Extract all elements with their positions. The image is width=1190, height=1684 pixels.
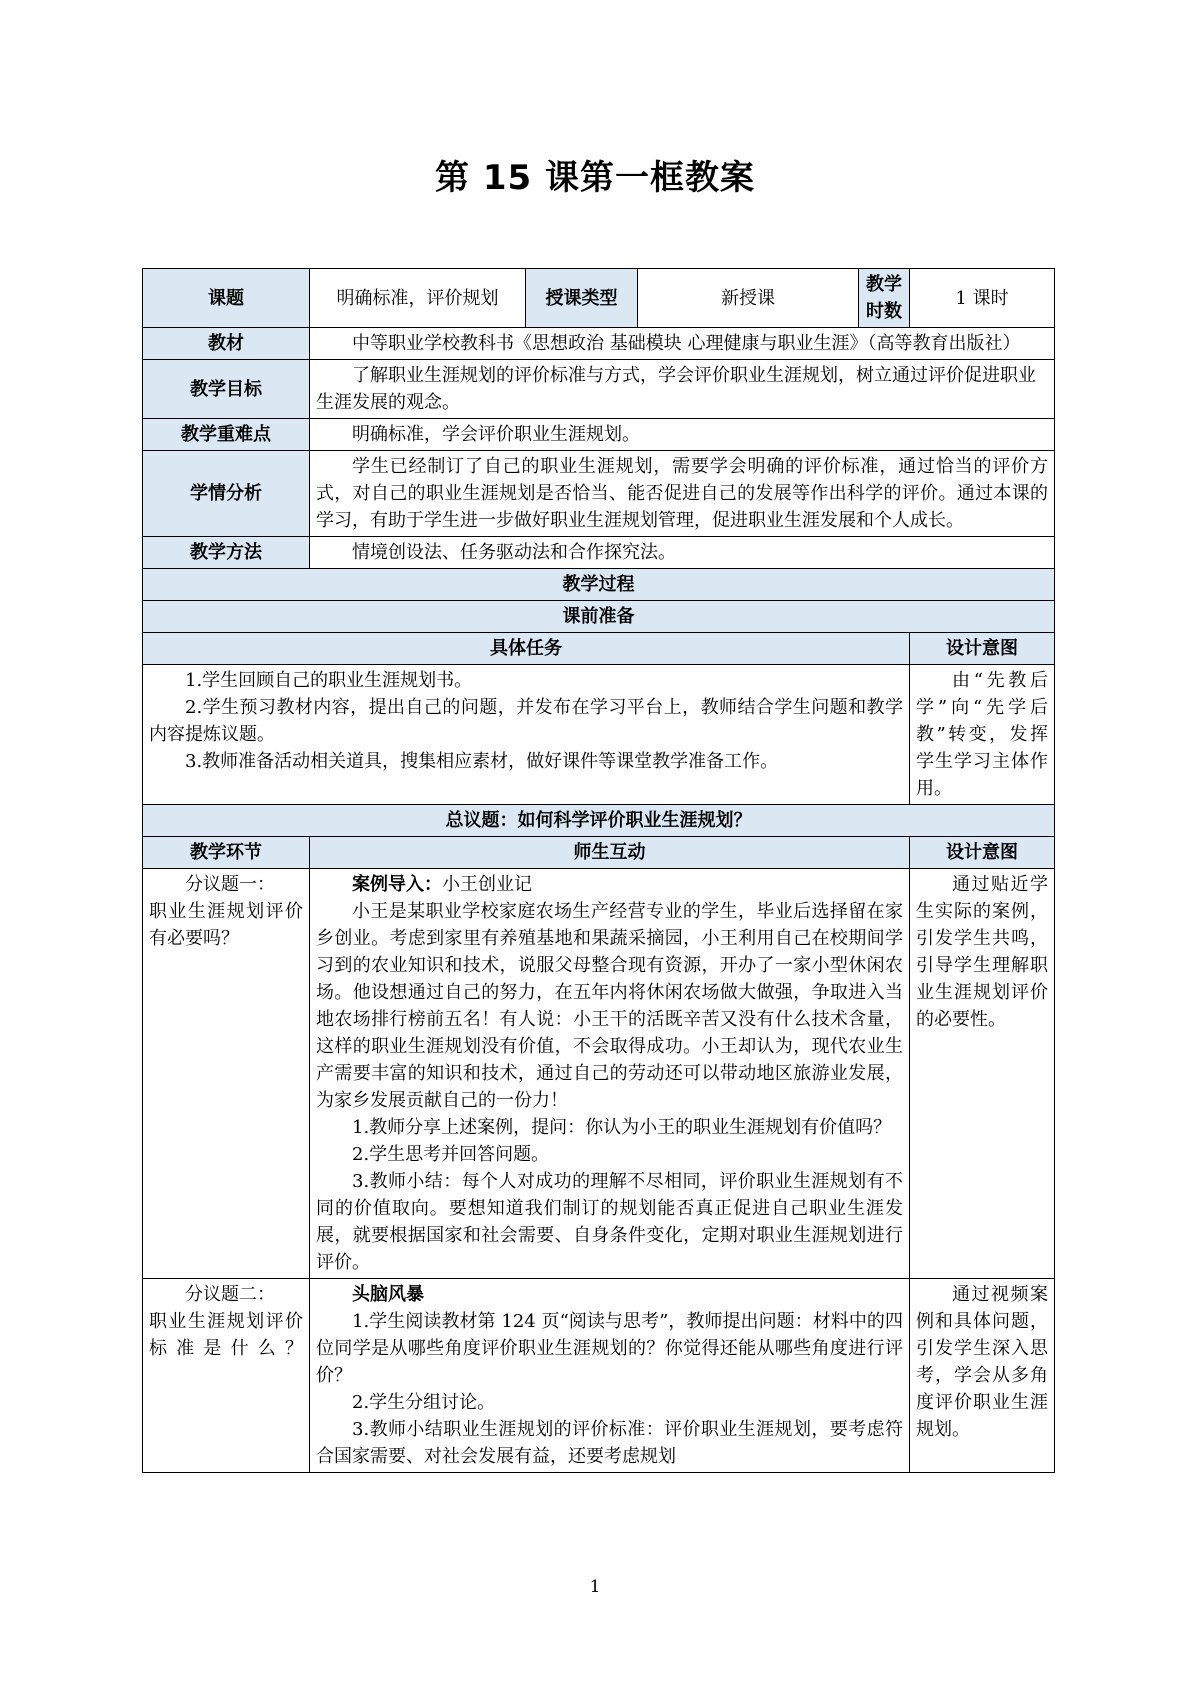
prep-heading: 课前准备: [143, 601, 1055, 633]
goal-label: 教学目标: [143, 360, 310, 419]
process-heading: 教学过程: [143, 569, 1055, 601]
interaction-paragraph: 2.学生思考并回答问题。: [352, 1144, 550, 1165]
material-label: 教材: [143, 328, 310, 360]
analysis-label: 学情分析: [143, 451, 310, 537]
material-row: [143, 328, 1055, 360]
sub-topic-2-question: 职业生涯规划评价标准是什么？: [149, 1311, 303, 1359]
goal-value: 了解职业生涯规划的评价标准与方式，学会评价职业生涯规划，树立通过评价促进职业生涯发展的观念。: [310, 360, 1055, 419]
task-item: 2.学生预习教材内容，提出自己的问题，并发布在学习平台上，教师结合学生问题和教学内容提炼议题。: [149, 697, 903, 745]
material-value: 中等职业学校教科书《思想政治 基础模块 心理健康与职业生涯》（高等教育出版社）: [310, 328, 1055, 360]
case-intro: [316, 871, 903, 898]
hours-value: 1 课时: [910, 269, 1055, 328]
topic-value: 明确标准，评价规划: [310, 269, 526, 328]
prep-heading-row: [143, 601, 1055, 633]
key-label: 教学重难点: [143, 419, 310, 451]
type-value: 新授课: [638, 269, 859, 328]
interaction-header: 师生互动: [310, 837, 910, 869]
method-value: 情境创设法、任务驱动法和合作探究法。: [310, 537, 1055, 569]
interaction-paragraph: 3.教师小结：每个人对成功的理解不尽相同，评价职业生涯规划有不同的价值取向。要想知道我们制订的规划能否真正促进自己职业生涯发展，就要根据国家和社会需要、自身条件变化，定期对职业生涯规划进行评价。: [316, 1171, 903, 1273]
interaction-paragraph: 1.学生阅读教材第 124 页“阅读与思考”，教师提出问题：材料中的四位同学是从哪些角度评价职业生涯规划的？你觉得还能从哪些角度进行评价？: [316, 1311, 903, 1386]
stage-header-row: [143, 837, 1055, 869]
sub-topic-2-interaction: [310, 1279, 910, 1473]
interaction-paragraph: 1.教师分享上述案例，提问：你认为小王的职业生涯规划有价值吗？: [352, 1117, 892, 1138]
key-value: 明确标准，学会评价职业生涯规划。: [310, 419, 1055, 451]
sub-topic-2-intent: 通过视频案例和具体问题，引发学生深入思考，学会从多角度评价职业生涯规划。: [910, 1279, 1055, 1473]
sub-topic-2-label: 分议题二：: [185, 1284, 275, 1305]
hours-label: 教学时数: [859, 269, 910, 328]
page-number: 1: [589, 1577, 601, 1597]
sub-topic-1-question: 职业生涯规划评价有必要吗？: [149, 901, 303, 949]
method-row: [143, 537, 1055, 569]
interaction-paragraph: 小王是某职业学校家庭农场生产经营专业的学生，毕业后选择留在家乡创业。考虑到家里有养殖基地和果蔬采摘园，小王利用自己在校期间学习到的农业知识和技术，说服父母整合现有资源，开办了一家小型休闲农场。他设想通过自己的努力，在五年内将休闲农场做大做强，争取进入当地农场排行榜前五名！有人说：小王干的活既辛苦又没有什么技术含量，这样的职业生涯规划没有价值，不会取得成功。小王却认为，现代农业生产需要丰富的知识和技术，通过自己的劳动还可以带动地区旅游业发展，为家乡发展贡献自己的一份力！: [316, 901, 903, 1111]
lesson-plan-table: [142, 268, 1055, 1473]
sub-topic-1-intent: 通过贴近学生实际的案例，引发学生共鸣，引导学生理解职业生涯规划评价的必要性。: [910, 869, 1055, 1279]
goal-row: [143, 360, 1055, 419]
analysis-row: [143, 451, 1055, 537]
sub-topic-1-label: 分议题一：: [185, 874, 275, 895]
stage-header: 教学环节: [143, 837, 310, 869]
interaction-paragraph: 2.学生分组讨论。: [352, 1392, 496, 1413]
sub-topic-2-stage: [143, 1279, 310, 1473]
sub-topic-1-interaction: [310, 869, 910, 1279]
method-label: 教学方法: [143, 537, 310, 569]
topic-row: [143, 269, 1055, 328]
task-item: 3.教师准备活动相关道具，搜集相应素材，做好课件等课堂教学准备工作。: [185, 751, 779, 772]
topic-label: 课题: [143, 269, 310, 328]
analysis-value: 学生已经制订了自己的职业生涯规划，需要学会明确的评价标准，通过恰当的评价方式，对自己的职业生涯规划是否恰当、能否促进自己的发展等作出科学的评价。通过本课的学习，有助于学生进一步做好职业生涯规划管理，促进职业生涯发展和个人成长。: [310, 451, 1055, 537]
sub-topic-2-row: [143, 1279, 1055, 1473]
sub-topic-1-stage: [143, 869, 310, 1279]
prep-tasks: [143, 665, 910, 805]
sub-topic-1-row: [143, 869, 1055, 1279]
task-header: 具体任务: [143, 633, 910, 665]
prep-content-row: [143, 665, 1055, 805]
key-row: [143, 419, 1055, 451]
page-title: 第 15 课第一框教案: [435, 158, 755, 198]
main-topic: 总议题：如何科学评价职业生涯规划？: [143, 805, 1055, 837]
brainstorm-title: 头脑风暴: [352, 1284, 424, 1305]
main-topic-row: [143, 805, 1055, 837]
prep-header-row: [143, 633, 1055, 665]
interaction-paragraph: 3.教师小结职业生涯规划的评价标准：评价职业生涯规划，要考虑符合国家需要、对社会发展有益，还要考虑规划: [316, 1419, 903, 1467]
intent-header: 设计意图: [910, 633, 1055, 665]
case-intro-name: 小王创业记: [442, 874, 532, 895]
prep-intent: 由“先教后学”向“先学后教”转变，发挥学生学习主体作用。: [910, 665, 1055, 805]
type-label: 授课类型: [526, 269, 638, 328]
stage-intent-header: 设计意图: [910, 837, 1055, 869]
process-heading-row: [143, 569, 1055, 601]
task-item: 1.学生回顾自己的职业生涯规划书。: [185, 670, 473, 691]
case-intro-title: 案例导入：: [352, 874, 442, 895]
